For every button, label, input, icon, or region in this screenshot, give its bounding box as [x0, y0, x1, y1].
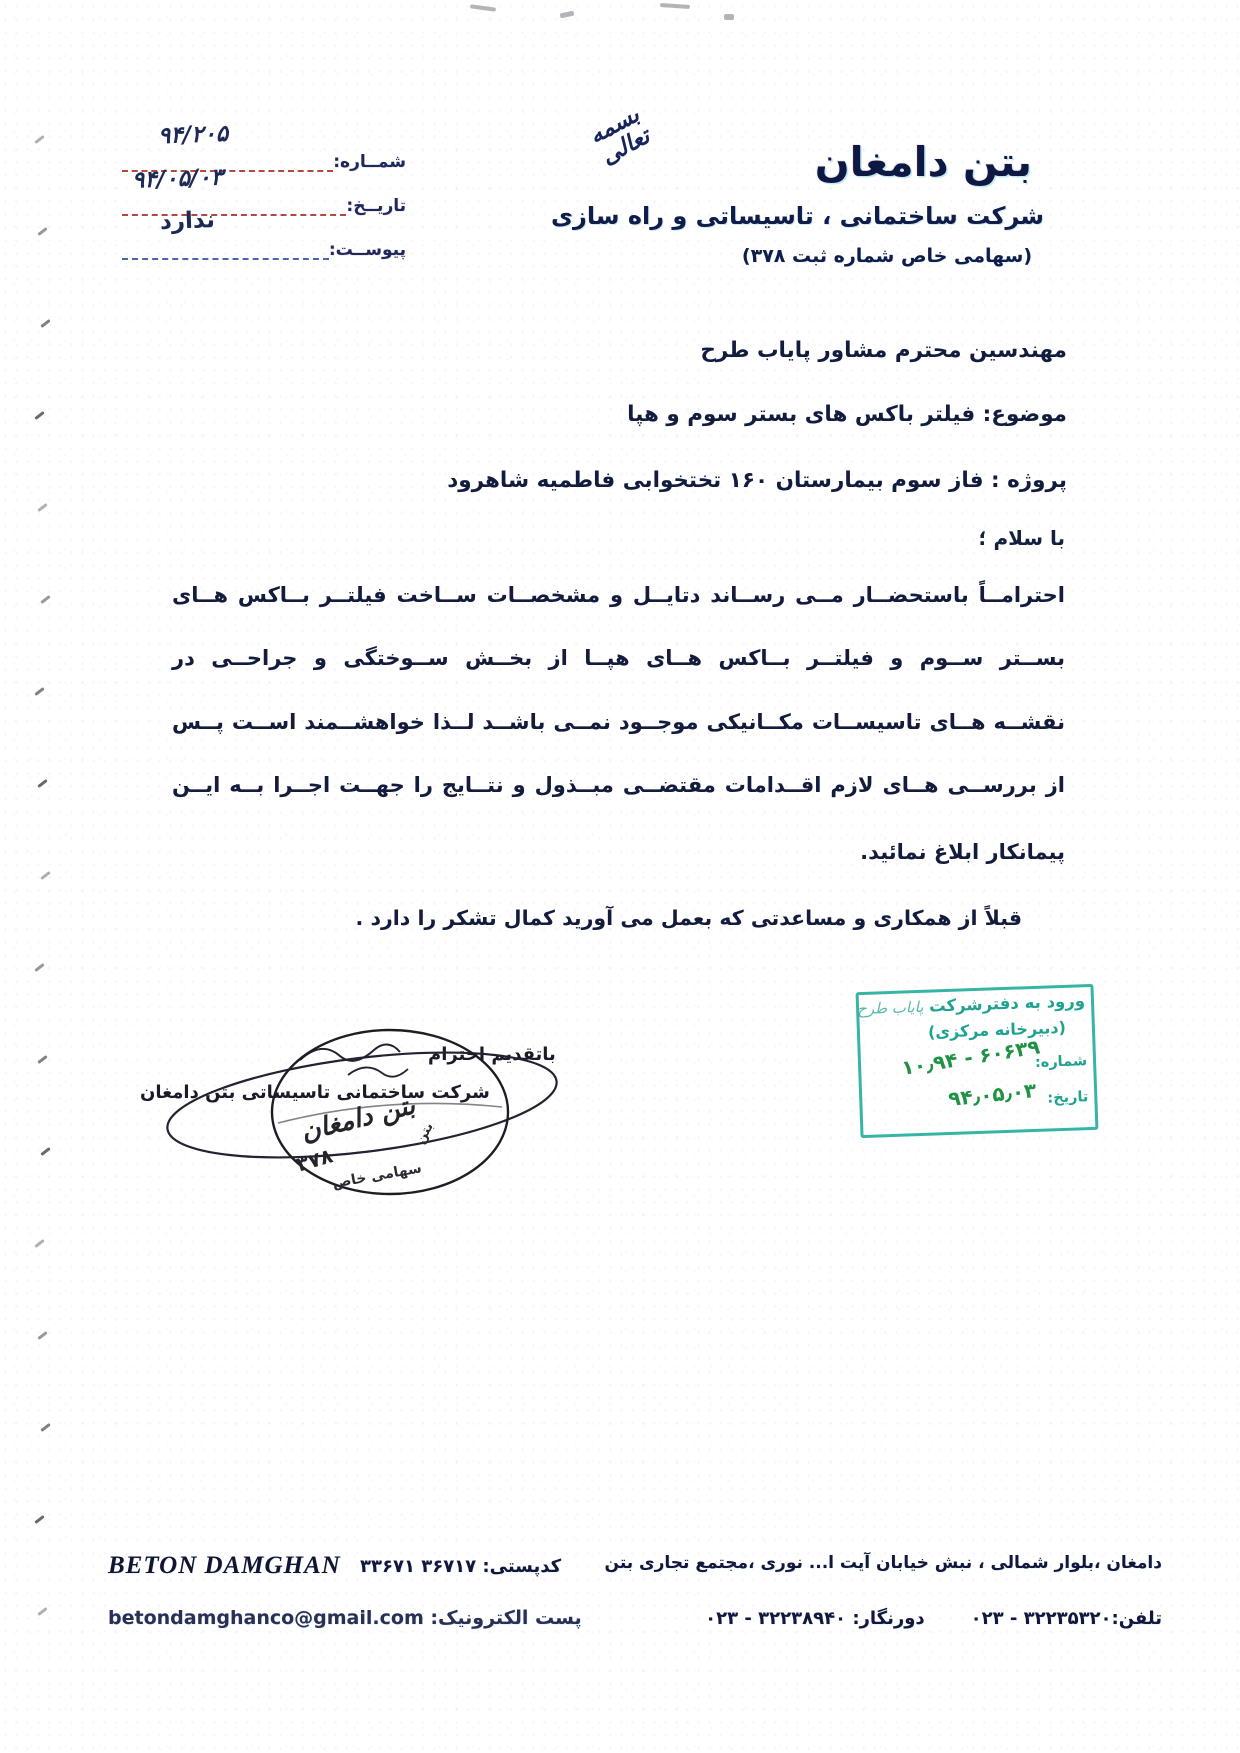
binder-mark: [34, 1515, 45, 1524]
footer-email: پست الکترونیک: betondamghanco@gmail.com: [108, 1607, 582, 1629]
letter-number-handwritten: ۹۴/۲۰۵: [157, 120, 229, 150]
company-subtitle: شرکت ساختمانی ، تاسیساتی و راه سازی: [551, 202, 1044, 230]
seal-company-name: بتن دامغان: [298, 1090, 419, 1148]
binder-mark: [37, 1055, 48, 1064]
number-label: شمــاره:: [333, 152, 406, 172]
seal-mini-text: بتن: [413, 1120, 437, 1147]
stamp-number-label: شماره:: [1034, 1053, 1088, 1071]
binder-mark: [34, 687, 45, 696]
body-text-line: احترامــاً باستحضــار مــی رســاند دتایــل و مشخصــات ســاخت فیلتــر بــاکس هــای: [172, 583, 1065, 607]
field-row-attachment: [122, 234, 410, 260]
stamp-subtitle: (دبیرخانه مرکزی): [927, 1017, 1067, 1042]
footer-fax: دورنگار: ۳۲۲۳۸۹۴۰ - ۰۲۳: [705, 1608, 925, 1629]
body-text-line: پیمانکار ابلاغ نمائید.: [860, 840, 1065, 864]
binder-mark: [34, 963, 45, 972]
stamp-title: [857, 991, 1086, 1018]
binder-mark: [34, 411, 45, 420]
salutation-line: با سلام ؛: [978, 526, 1065, 550]
binder-mark: [40, 1147, 51, 1156]
binder-mark: [37, 227, 48, 236]
scan-noise-mark: [470, 4, 496, 12]
scan-noise-mark: [560, 11, 575, 19]
footer-latin-name: BETON DAMGHAN: [108, 1552, 341, 1579]
letter-date-handwritten: ۹۴/۰۵/۰۳: [131, 164, 224, 194]
stamp-title-main: ورود به دفترشرکت: [928, 991, 1086, 1016]
body-text-line: نقشــه هــای تاسیســات مکــانیکی موجــود نمــی باشــد لــذا خواهشــمند اســت پــس: [172, 710, 1065, 734]
binder-mark: [40, 595, 51, 604]
stamp-number-handwritten: ۶۰۶۳۹ - ۱۰٫۹۴: [900, 1034, 1042, 1080]
scan-noise-mark: [724, 14, 734, 20]
body-text-line: بســتر ســوم و فیلتــر بــاکس هــای هپــا از بخــش ســوختگی و جراحــی در: [172, 646, 1065, 670]
footer-postal-code: کدپستی: ۳۶۷۱۷ ۳۳۶۷۱: [360, 1556, 562, 1577]
binder-mark: [37, 503, 48, 512]
footer-address: دامغان ،بلوار شمالی ، نبش خیابان آیت ا... نوری ،مجتمع تجاری بتن: [604, 1553, 1162, 1573]
bismillah-calligraphy: بسمه تعالی: [584, 101, 655, 171]
project-line: پروژه : فاز سوم بیمارستان ۱۶۰ تختخوابی فاطمیه شاهرود: [447, 468, 1067, 493]
binder-mark: [40, 319, 51, 328]
binder-mark: [37, 779, 48, 788]
binder-mark: [34, 135, 45, 144]
stamp-title-script: پایاب طرح: [856, 997, 924, 1019]
scan-noise-mark: [660, 3, 690, 9]
attachment-dashed-line: [122, 232, 329, 260]
company-logo-title: بتن دامغان: [814, 138, 1032, 186]
stamp-date-handwritten: ۹۴٫۰۵٫۰۳: [946, 1077, 1038, 1112]
recipient-line: مهندسین محترم مشاور پایاب طرح: [700, 338, 1067, 363]
binder-mark: [40, 871, 51, 880]
signature-company-line: شرکت ساختمانی تاسیساتی بتن دامغان: [140, 1082, 490, 1103]
binder-mark: [37, 1331, 48, 1340]
date-label: تاريــخ:: [346, 196, 406, 216]
receipt-stamp: [856, 984, 1099, 1138]
subject-line: موضوع: فیلتر باکس های بستر سوم و هپا: [627, 402, 1067, 427]
closing-line: قبلاً از همکاری و مساعدتی که بعمل می آورید کمال تشکر را دارد .: [355, 906, 1022, 930]
company-registration: (سهامی خاص شماره ثبت ۳۷۸): [741, 245, 1032, 267]
signature-respect-line: باتقدیم احترام: [428, 1044, 556, 1065]
binder-hole-marks: [30, 0, 60, 1753]
seal-company-type: سهامی خاص: [331, 1160, 423, 1192]
seal-registration-number: ۳۷۸: [293, 1143, 336, 1177]
stamp-date-label: تاریخ:: [1047, 1089, 1089, 1107]
attachment-value-handwritten: ندارد: [159, 207, 216, 235]
binder-mark: [34, 1239, 45, 1248]
attachment-label: پیوســت:: [328, 240, 406, 260]
body-text-line: از بررســی هــای لازم اقــدامات مقتضــی مبــذول و نتــایج را جهــت اجــرا بــه ایــن: [172, 773, 1065, 797]
footer-phone-fax: [705, 1608, 1162, 1629]
binder-mark: [40, 1423, 51, 1432]
binder-mark: [37, 1607, 48, 1616]
footer-phone: تلفن:۳۲۲۳۵۳۲۰ - ۰۲۳: [970, 1608, 1162, 1629]
